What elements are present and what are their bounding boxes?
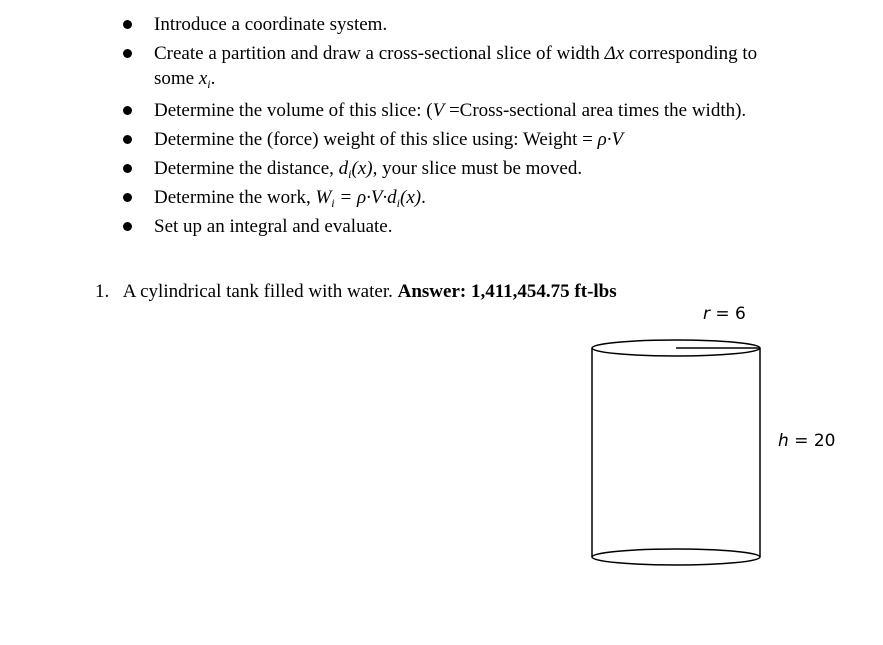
answer-value: 1,411,454.75 ft-lbs bbox=[470, 281, 617, 302]
radius-variable: r bbox=[703, 304, 710, 324]
step-text: some bbox=[154, 68, 195, 89]
height-value: = 20 bbox=[794, 431, 836, 451]
step-text: Determine the work, bbox=[154, 187, 311, 208]
distance-variable: d bbox=[338, 158, 349, 179]
step-text: , your slice must be moved. bbox=[372, 158, 583, 179]
bullet-icon bbox=[123, 135, 132, 144]
delta-x-symbol: Δx bbox=[604, 43, 625, 64]
step-coordinate-system bbox=[118, 12, 858, 37]
work-variable: W bbox=[315, 187, 332, 208]
step-text: Determine the distance, bbox=[154, 158, 334, 179]
step-distance bbox=[118, 156, 858, 181]
height-variable: h bbox=[778, 431, 789, 451]
subscript-i: i bbox=[396, 196, 401, 210]
bullet-icon bbox=[123, 222, 132, 231]
subscript-i: i bbox=[348, 167, 352, 181]
step-text: . bbox=[421, 187, 426, 208]
step-partition bbox=[118, 41, 858, 91]
step-weight bbox=[118, 127, 858, 152]
volume-variable: V bbox=[432, 100, 445, 121]
x-i-variable: x bbox=[198, 68, 208, 89]
steps-list bbox=[118, 12, 858, 243]
step-text: . bbox=[210, 68, 216, 89]
problem-statement bbox=[95, 280, 617, 304]
problem-description: A cylindrical tank filled with water. bbox=[122, 281, 393, 302]
step-work bbox=[118, 185, 858, 210]
subscript-i: i bbox=[331, 196, 335, 210]
bullet-icon bbox=[123, 20, 132, 29]
step-text: Introduce a coordinate system. bbox=[154, 14, 388, 35]
bullet-icon bbox=[123, 49, 132, 58]
step-text: Set up an integral and evaluate. bbox=[154, 216, 393, 237]
step-text: Create a partition and draw a cross-sectional slice of width bbox=[154, 43, 600, 64]
bullet-icon bbox=[123, 193, 132, 202]
bullet-icon bbox=[123, 106, 132, 115]
bullet-icon bbox=[123, 164, 132, 173]
subscript-i: i bbox=[207, 77, 211, 91]
step-text: Determine the (force) weight of this slice using: Weight = bbox=[154, 129, 593, 150]
cylinder-figure bbox=[560, 300, 860, 590]
distance-argument: (x) bbox=[351, 158, 373, 179]
step-volume bbox=[118, 98, 858, 123]
height-label bbox=[778, 431, 835, 451]
step-integral bbox=[118, 214, 858, 239]
problem-number: 1. bbox=[95, 281, 110, 302]
work-formula: = ρ·V·d bbox=[339, 187, 397, 208]
cylinder-bottom-ellipse bbox=[592, 549, 760, 565]
step-text: corresponding to bbox=[628, 43, 758, 64]
step-text: =Cross-sectional area times the width). bbox=[444, 100, 747, 121]
weight-formula: ρ·V bbox=[597, 129, 624, 150]
radius-value: = 6 bbox=[715, 304, 746, 324]
work-argument: (x) bbox=[400, 187, 422, 208]
step-text: Determine the volume of this slice: ( bbox=[154, 100, 433, 121]
answer-label: Answer: bbox=[397, 281, 467, 302]
